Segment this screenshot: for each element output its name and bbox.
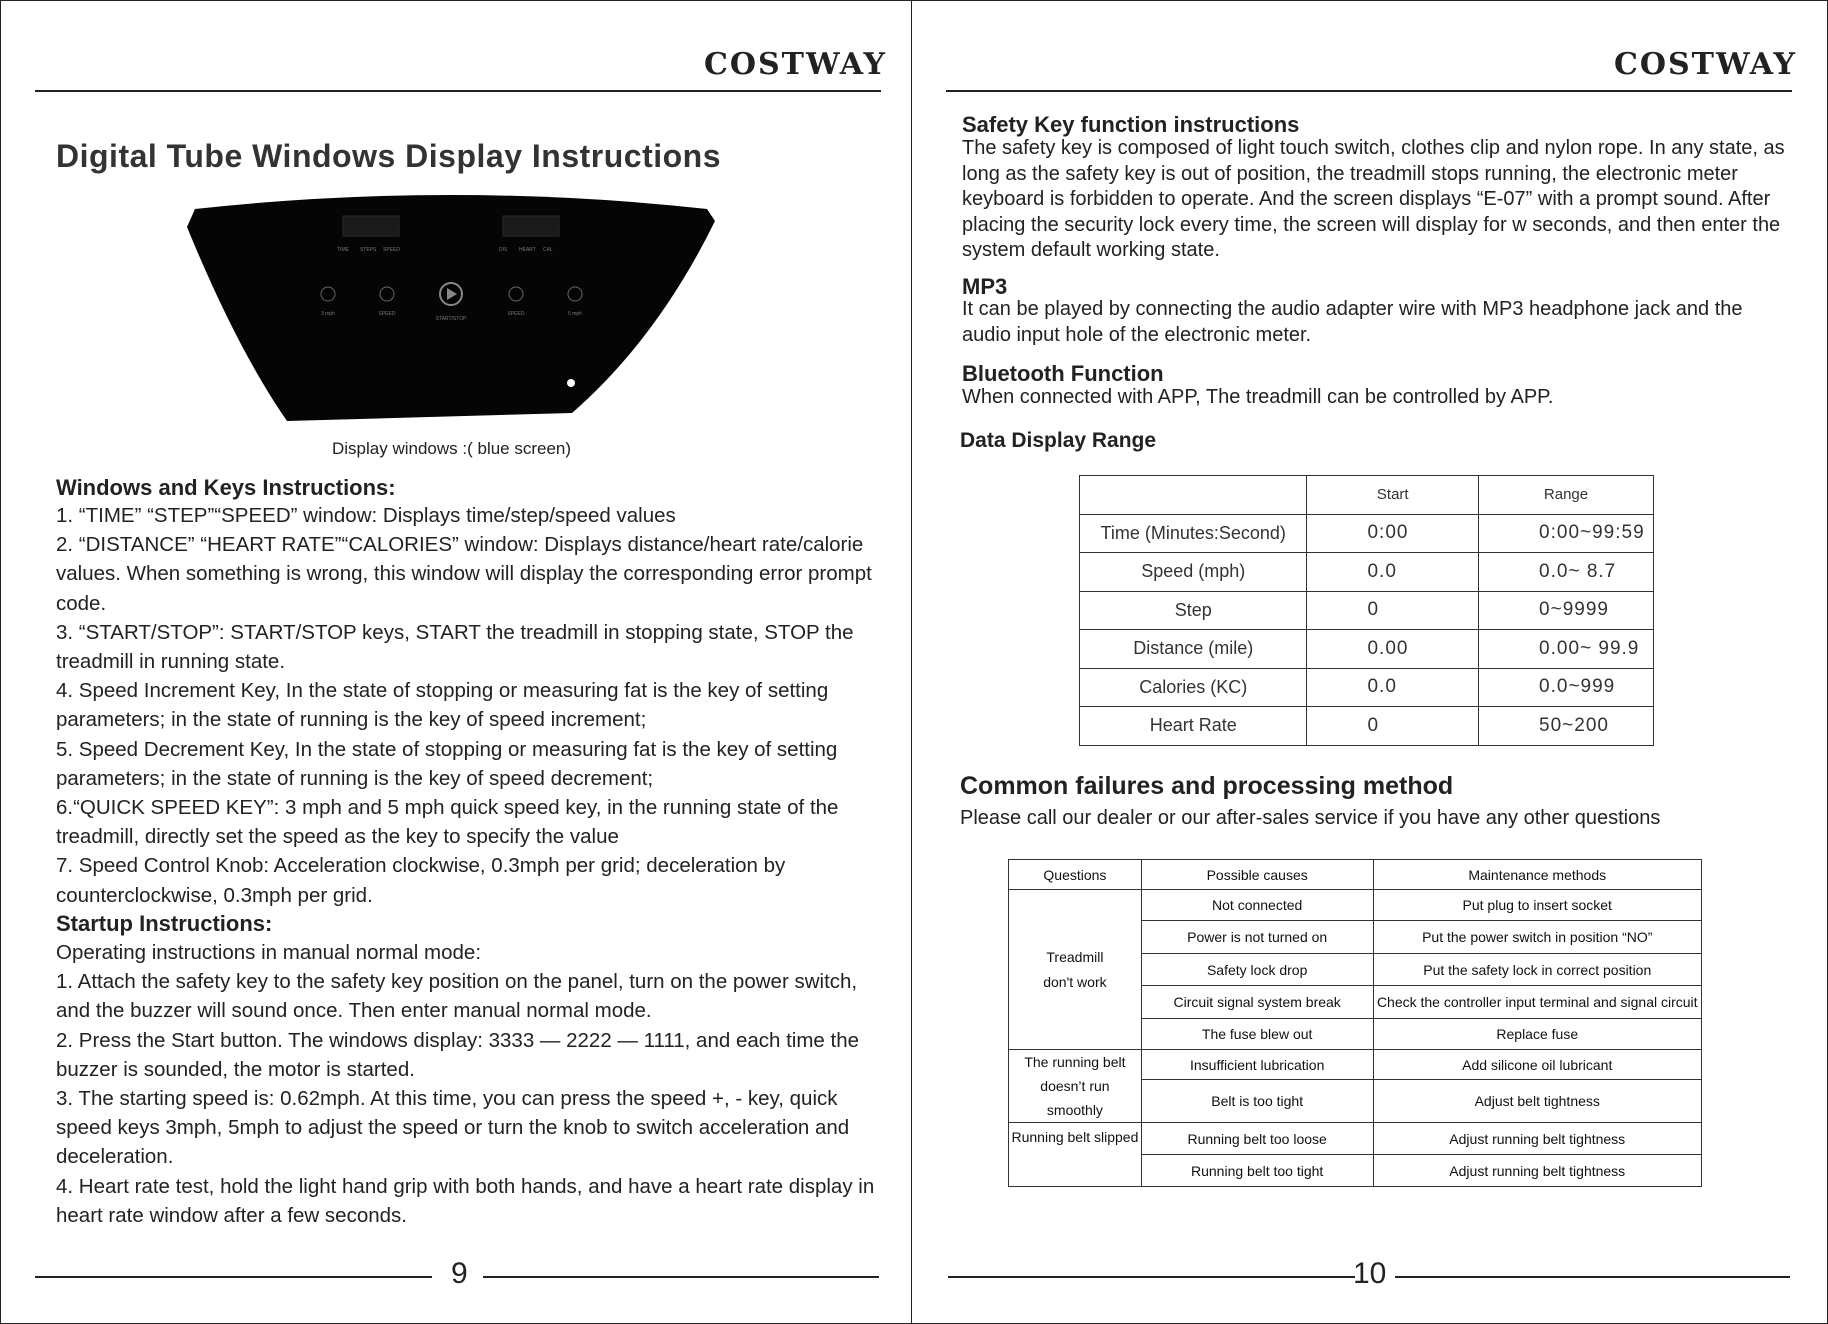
startup-heading: Startup Instructions: [56, 911, 273, 936]
method-cell: Adjust belt tightness [1373, 1080, 1702, 1123]
table-row [1080, 630, 1654, 669]
windows-item-5: 5. Speed Decrement Key, In the state of stopping or measuring fat is the key of setting parameters; in the state of running is the key of speed decrement; [56, 737, 838, 790]
footer-rule-left [35, 1276, 432, 1278]
range-start: 0:00 [1307, 514, 1479, 553]
range-range: 50~200 [1479, 707, 1654, 746]
data-range-heading: Data Display Range [960, 429, 1157, 452]
header-rule [35, 90, 881, 92]
footer-rule-left [948, 1276, 1355, 1278]
cause-cell: Insufficient lubrication [1141, 1050, 1373, 1080]
panel-label-cal: CAL [543, 247, 553, 253]
panel-btn-start-stop: START/STOP [435, 316, 467, 322]
panel-label-time: TIME [337, 247, 349, 253]
windows-item-6: 6.“QUICK SPEED KEY”: 3 mph and 5 mph quick speed key, in the running state of the treadmill, directly set the speed as the key to specify the value [56, 796, 839, 849]
cause-cell: Safety lock drop [1141, 954, 1373, 986]
cause-cell: Running belt too loose [1141, 1123, 1373, 1155]
range-range: 0~9999 [1479, 591, 1654, 630]
windows-item-1: 1. “TIME” “STEP”“SPEED” window: Displays time/step/speed values [56, 504, 676, 527]
table-header-cell: Start [1307, 476, 1479, 515]
table-header-cell: Questions [1009, 860, 1142, 890]
mp3-text: It can be played by connecting the audio adapter wire with MP3 headphone jack and the audio input hole of the electronic meter. [962, 298, 1743, 346]
table-row [1080, 553, 1654, 592]
startup-item-3: 3. The starting speed is: 0.62mph. At this time, you can press the speed +, - key, quick speed keys 3mph, 5mph to adjust the speed or turn the knob to switch acceleration and deceleration. [56, 1087, 850, 1169]
display-panel-image [187, 189, 717, 424]
brand-logo: COSTWAY [1614, 47, 1797, 82]
table-header-cell [1080, 476, 1307, 515]
range-start: 0 [1307, 591, 1479, 630]
page-number: 10 [1353, 1257, 1387, 1290]
startup-item-4: 4. Heart rate test, hold the light hand grip with both hands, and have a heart rate display in heart rate window after a few seconds. [56, 1174, 875, 1227]
range-label: Speed (mph) [1080, 553, 1307, 592]
bluetooth-text: When connected with APP, The treadmill can be controlled by APP. [962, 386, 1554, 408]
table-row [1080, 668, 1654, 707]
method-cell: Add silicone oil lubricant [1373, 1050, 1702, 1080]
method-cell: Check the controller input terminal and signal circuit [1373, 986, 1702, 1019]
startup-intro: Operating instructions in manual normal mode: [56, 941, 482, 964]
failures-table [1008, 859, 1702, 1187]
windows-keys-list [56, 501, 886, 910]
cause-cell: The fuse blew out [1141, 1019, 1373, 1050]
table-row [1009, 1123, 1702, 1155]
table-row [1080, 591, 1654, 630]
left-page [0, 0, 912, 1324]
question-line: Treadmill [1046, 948, 1104, 965]
table-row [1080, 514, 1654, 553]
bluetooth-heading: Bluetooth Function [962, 361, 1164, 386]
range-label: Step [1080, 591, 1307, 630]
method-cell: Put the safety lock in correct position [1373, 954, 1702, 986]
page-title: Digital Tube Windows Display Instructions [56, 138, 721, 174]
range-range: 0.0~ 8.7 [1479, 553, 1654, 592]
question-line: doesn’t run [1040, 1078, 1110, 1094]
cause-cell: Power is not turned on [1141, 921, 1373, 954]
table-header-row [1080, 476, 1654, 515]
windows-item-3: 3. “START/STOP”: START/STOP keys, START the treadmill in stopping state, STOP the treadmill in running state. [56, 620, 854, 674]
method-cell: Put plug to insert socket [1373, 890, 1702, 921]
question-line: smoothly [1046, 1102, 1103, 1118]
range-label: Heart Rate [1080, 707, 1307, 746]
table-header-row [1009, 860, 1702, 890]
startup-item-2: 2. Press the Start button. The windows display: 3333 — 2222 — 1111, and each time the buzzer is sounded, the motor is started. [56, 1028, 860, 1081]
right-page [912, 0, 1828, 1324]
panel-label-heart: HEART [519, 247, 536, 253]
header-rule [946, 90, 1792, 92]
cause-cell: Belt is too tight [1141, 1080, 1373, 1123]
panel-label-speed: SPEED [383, 247, 400, 253]
data-range-table [1079, 475, 1654, 746]
method-cell: Put the power switch in position “NO” [1373, 921, 1702, 954]
question-line: don't work [1043, 973, 1107, 990]
range-range: 0:00~99:59 [1479, 514, 1654, 553]
safety-heading: Safety Key function instructions [962, 112, 1300, 137]
panel-btn-3mph: 3 mph [321, 311, 335, 317]
method-cell: Adjust running belt tightness [1373, 1155, 1702, 1187]
panel-caption: Display windows :( blue screen) [332, 439, 572, 458]
startup-item-1: 1. Attach the safety key to the safety key position on the panel, turn on the power switch, and the buzzer will sound once. Then enter manual normal mode. [56, 970, 858, 1023]
range-range: 0.00~ 99.9 [1479, 630, 1654, 669]
question-cell [1009, 1123, 1142, 1187]
range-range: 0.0~999 [1479, 668, 1654, 707]
panel-btn-5mph: 5 mph [568, 311, 582, 317]
range-label: Calories (KC) [1080, 668, 1307, 707]
failures-subtitle: Please call our dealer or our after-sales service if you have any other questions [960, 807, 1661, 829]
page-number: 9 [451, 1257, 468, 1290]
windows-item-4: 4. Speed Increment Key, In the state of stopping or measuring fat is the key of setting parameters; in the state of running is the key of speed increment; [56, 679, 829, 732]
safety-text: The safety key is composed of light touch switch, clothes clip and nylon rope. In any state, as long as the safety key is out of position, the treadmill stops running, the electronic meter keyboard is forbidden to operate. And the screen displays “E-07” with a prompt sound. After placing the security lock every time, the screen will display for w seconds, and then enter the system default working state. [962, 137, 1785, 261]
table-header-cell: Maintenance methods [1373, 860, 1702, 890]
table-row [1080, 707, 1654, 746]
table-header-cell: Range [1479, 476, 1654, 515]
windows-keys-heading: Windows and Keys Instructions: [56, 475, 396, 500]
range-label: Distance (mile) [1080, 630, 1307, 669]
footer-rule-right [483, 1276, 879, 1278]
table-row [1009, 1050, 1702, 1080]
windows-item-2: 2. “DISTANCE” “HEART RATE”“CALORIES” window: Displays distance/heart rate/calorie values. When something is wrong, this window will display the corresponding error prompt code. [56, 533, 872, 615]
table-row [1009, 890, 1702, 921]
method-cell: Replace fuse [1373, 1019, 1702, 1050]
question-line: The running belt [1024, 1054, 1126, 1070]
brand-logo: COSTWAY [704, 47, 887, 82]
cause-cell: Circuit signal system break [1141, 986, 1373, 1019]
failures-heading: Common failures and processing method [960, 772, 1454, 800]
range-start: 0.0 [1307, 668, 1479, 707]
windows-item-7: 7. Speed Control Knob: Acceleration clockwise, 0.3mph per grid; deceleration by counterclockwise, 0.3mph per grid. [56, 854, 786, 907]
range-start: 0.0 [1307, 553, 1479, 592]
footer-rule-right [1395, 1276, 1790, 1278]
cause-cell: Running belt too tight [1141, 1155, 1373, 1187]
startup-list [56, 938, 886, 1230]
question-cell [1009, 890, 1142, 1050]
panel-btn-speed-down: SPEED [507, 311, 525, 317]
range-label: Time (Minutes:Second) [1080, 514, 1307, 553]
question-cell [1009, 1050, 1142, 1123]
question-line: Running belt slipped [1011, 1129, 1139, 1145]
panel-btn-speed-up: SPEED [378, 311, 396, 317]
range-start: 0.00 [1307, 630, 1479, 669]
panel-label-dis: DIS [499, 247, 508, 253]
cause-cell: Not connected [1141, 890, 1373, 921]
panel-label-steps: STEPS [360, 247, 377, 253]
method-cell: Adjust running belt tightness [1373, 1123, 1702, 1155]
range-start: 0 [1307, 707, 1479, 746]
mp3-heading: MP3 [962, 274, 1008, 299]
table-header-cell: Possible causes [1141, 860, 1373, 890]
